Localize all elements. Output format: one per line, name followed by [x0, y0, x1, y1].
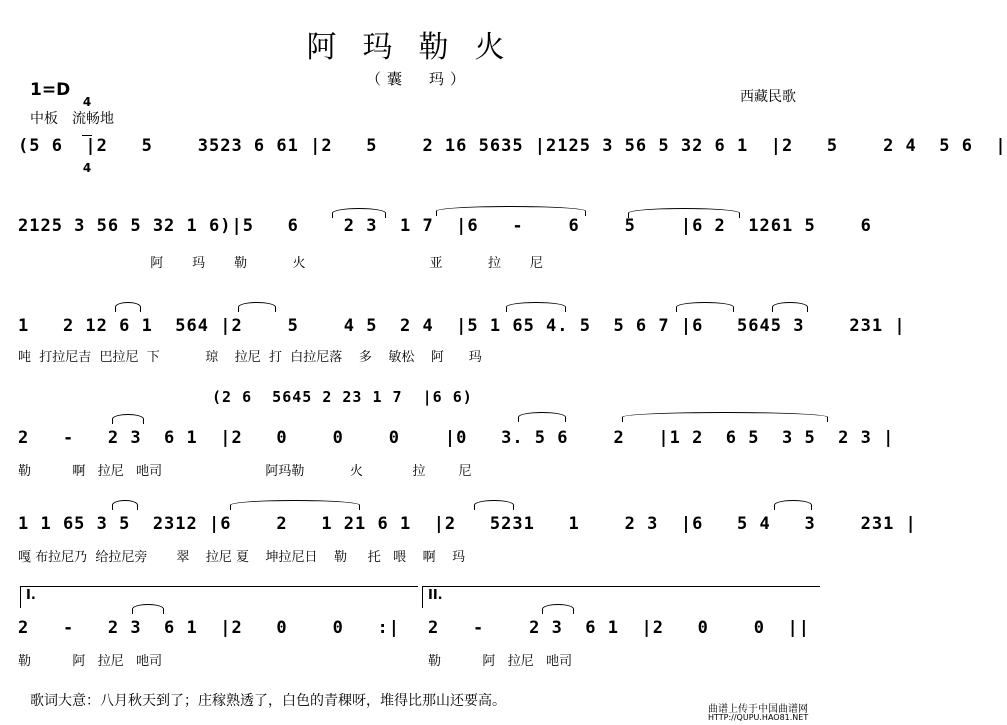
score-row-5-lyrics: 嘎 布拉尼乃 给拉尼旁 翠 拉尼 夏 坤拉尼日 勒 托 喂 啊 玛 [18, 550, 466, 565]
slur [115, 302, 141, 312]
volta-1-label: I. [26, 588, 36, 603]
meter-bottom: 4 [82, 161, 92, 175]
volta-2-label: II. [428, 588, 443, 603]
slur [112, 500, 138, 510]
slur [332, 208, 386, 218]
lyrics-meaning: 歌词大意：八月秋天到了；庄稼熟透了，白色的青稞呀，堆得比那山还要高。 [30, 693, 506, 709]
volta-1-line [20, 586, 418, 587]
watermark-url: HTTP://QUPU.HAO81.NET [708, 713, 809, 722]
watermark-text: 曲谱上传于中国曲谱网 [708, 704, 808, 715]
score-row-4-lyrics: 勒 啊 拉尼 吔司 阿玛勒 火 拉 尼 [18, 464, 472, 479]
score-row-2-notes: 2125 3 56 5 32 1 6)|5 6 2 3 1 7 |6 - 6 5 |6 2 1261 5 6 [18, 216, 895, 236]
volta-2-line [422, 586, 820, 587]
score-row-3-lyrics: 吨 打拉尼吉 巴拉尼 下 琼 拉尼 打 白拉尼落 多 敏松 阿 玛 [18, 350, 482, 365]
slur [436, 206, 586, 216]
slur [518, 412, 566, 422]
score-row-4-intro: (2 6 5645 2 23 1 7 |6 6) [212, 388, 473, 406]
time-signature [82, 70, 92, 188]
slur [542, 604, 574, 614]
slur [774, 500, 812, 510]
score-row-1-notes: (5 6 |2 5 3523 6 61 |2 5 2 16 5635 |2125 3 56 5 32 6 1 |2 5 2 4 5 6 | [18, 136, 1007, 156]
score-row-4-notes: 2 - 2 3 6 1 |2 0 0 0 |0 3. 5 6 2 |1 2 6 5 3 5 2 3 | [18, 428, 895, 448]
meter-top: 4 [82, 95, 92, 109]
slur [112, 414, 144, 424]
slur [474, 500, 514, 510]
score-row-3-notes: 1 2 12 6 1 564 |2 5 4 5 2 4 |5 1 65 4. 5 5 6 7 |6 5645 3 231 | [18, 316, 906, 336]
tempo-marking: 中板 流畅地 [30, 111, 114, 127]
volta-2-edge [422, 586, 423, 608]
slur [230, 500, 360, 510]
composer-label: 西藏民歌 [740, 89, 796, 105]
slur [622, 412, 828, 422]
key-signature: 1=D [30, 80, 71, 100]
slur [772, 302, 808, 312]
score-row-2-lyrics: 阿 玛 勒 火 亚 拉 尼 [18, 256, 543, 271]
score-row-6-ending-2-notes: 2 - 2 3 6 1 |2 0 0 || [428, 618, 810, 638]
slur [628, 208, 740, 218]
score-row-6-ending-1-notes: 2 - 2 3 6 1 |2 0 0 :| [18, 618, 400, 638]
score-row-6-ending-2-lyrics: 勒 阿 拉尼 吔司 [428, 654, 573, 669]
slur [238, 302, 276, 312]
volta-1-edge [20, 586, 21, 608]
score-row-6-ending-1-lyrics: 勒 阿 拉尼 吔司 [18, 654, 163, 669]
slur [676, 302, 734, 312]
score-row-5-notes: 1 1 65 3 5 2312 |6 2 1 21 6 1 |2 5231 1 2 3 |6 5 4 3 231 | [18, 514, 917, 534]
song-title: 阿玛勒火 [306, 30, 531, 65]
slur [506, 302, 566, 312]
slur [132, 604, 164, 614]
song-subtitle: （囊 玛） [365, 70, 471, 88]
